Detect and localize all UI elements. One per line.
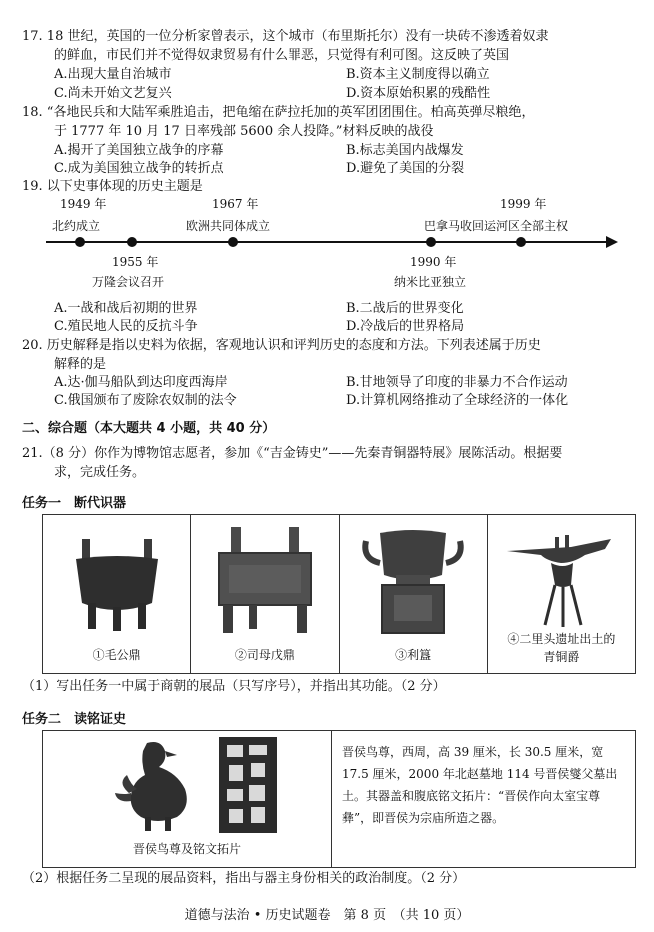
q19-option-c: C.殖民地人民的反抗斗争 bbox=[54, 319, 198, 334]
q20-stem-line1: 20. 历史解释是指以史料为依据，客观地认识和评判历史的态度和方法。下列表述属于历史 bbox=[22, 338, 541, 353]
exhibit-caption-1: ①毛公鼎 bbox=[92, 648, 141, 662]
timeline-point-1967 bbox=[228, 237, 238, 247]
task2-description: 晋侯鸟尊，西周，高 39 厘米，长 30.5 厘米，宽 17.5 厘米，2000 年北赵墓地 114 号晋侯燮父墓出土。其器盖和腹底铭文拓片：“晋侯作向太室宝尊彝”，即晋侯为宗庙所造之器。 bbox=[342, 745, 618, 825]
timeline-year-1955: 1955 年 bbox=[112, 255, 159, 269]
timeline-point-1999 bbox=[516, 237, 526, 247]
timeline-event-1967: 欧洲共同体成立 bbox=[186, 219, 271, 233]
q19-option-a: A.一战和战后初期的世界 bbox=[54, 301, 198, 316]
q18-option-d: D.避免了美国的分裂 bbox=[346, 161, 465, 176]
exhibit-cell-1 bbox=[43, 515, 191, 673]
timeline-year-1967: 1967 年 bbox=[212, 197, 259, 211]
q18-option-a: A.揭开了美国独立战争的序幕 bbox=[54, 143, 224, 158]
q19-timeline bbox=[40, 196, 620, 296]
task2-question: （2）根据任务二呈现的展品资料，指出与器主身份相关的政治制度。（2 分） bbox=[22, 871, 466, 886]
jinhou-bird-zun-image bbox=[107, 737, 207, 837]
timeline-year-1949: 1949 年 bbox=[60, 197, 107, 211]
timeline-year-1990: 1990 年 bbox=[410, 255, 457, 269]
q17-option-c: C.尚未开始文艺复兴 bbox=[54, 86, 172, 101]
page-footer: 道德与法治 • 历史试题卷 第 8 页 （共 10 页） bbox=[184, 908, 470, 923]
q18-stem-line1: 18. “各地民兵和大陆军乘胜追击，把龟缩在萨拉托加的英军团团围住。柏高英弹尽粮绝， bbox=[22, 105, 535, 120]
q20-option-c: C.俄国颁布了废除农奴制的法令 bbox=[54, 393, 237, 408]
q20-option-d: D.计算机网络推动了全球经济的一体化 bbox=[346, 393, 569, 408]
timeline-point-1990 bbox=[426, 237, 436, 247]
inscription-rubbing-image bbox=[219, 737, 277, 833]
q17-stem-line1: 17. 18 世纪，英国的一位分析家曾表示，这个城市（布里斯托尔）没有一块砖不渗透着奴隶 bbox=[22, 29, 549, 44]
q20-stem-line2: 解释的是 bbox=[54, 357, 107, 372]
timeline-point-1955 bbox=[127, 237, 137, 247]
exhibit-cell-2 bbox=[191, 515, 339, 673]
q18-option-c: C.成为美国独立战争的转折点 bbox=[54, 161, 224, 176]
q19-stem: 19. 以下史事体现的历史主题是 bbox=[22, 179, 203, 194]
exhibit-caption-4-line1: ④二里头遗址出土的 bbox=[507, 632, 616, 646]
task1-question: （1）写出任务一中属于商朝的展品（只写序号），并指出其功能。（2 分） bbox=[22, 679, 446, 694]
q19-option-d: D.冷战后的世界格局 bbox=[346, 319, 465, 334]
q18-option-b: B.标志美国内战爆发 bbox=[346, 143, 464, 158]
timeline-event-1990: 纳米比亚独立 bbox=[394, 275, 467, 289]
q20-option-b: B.甘地领导了印度的非暴力不合作运动 bbox=[346, 375, 568, 390]
task2-exhibit-table bbox=[42, 730, 636, 868]
q18-stem-line2: 于 1777 年 10 月 17 日率残部 5600 余人投降。”材料反映的战役 bbox=[54, 124, 434, 139]
q20-option-a: A.达·伽马船队到达印度西海岸 bbox=[54, 375, 228, 390]
simuwu-ding-image bbox=[205, 523, 325, 638]
q21-stem-line1: 21.（8 分）你作为博物馆志愿者，参加《“吉金铸史”——先秦青铜器特展》展陈活动。根据要 bbox=[22, 446, 563, 461]
task2-image-cell bbox=[43, 731, 332, 867]
task1-title: 任务一 断代识器 bbox=[22, 496, 127, 511]
exhibit-caption-2: ②司母戊鼎 bbox=[234, 648, 295, 662]
li-gui-image bbox=[358, 523, 468, 641]
timeline-year-1999: 1999 年 bbox=[500, 197, 547, 211]
q19-option-b: B.二战后的世界变化 bbox=[346, 301, 464, 316]
q17-option-d: D.资本原始积累的残酷性 bbox=[346, 86, 491, 101]
timeline-point-1949 bbox=[75, 237, 85, 247]
task1-exhibit-table bbox=[42, 514, 636, 674]
task2-title: 任务二 读铭证史 bbox=[22, 712, 127, 727]
exhibit-cell-3 bbox=[340, 515, 488, 673]
exhibit-caption-4-line2: 青铜爵 bbox=[543, 650, 580, 664]
q21-stem-line2: 求，完成任务。 bbox=[54, 465, 146, 480]
q17-option-a: A.出现大量自治城市 bbox=[54, 67, 172, 82]
erlitou-jue-image bbox=[501, 529, 621, 629]
q17-option-b: B.资本主义制度得以确立 bbox=[346, 67, 490, 82]
timeline-event-1955: 万隆会议召开 bbox=[92, 275, 165, 289]
timeline-event-1999: 巴拿马收回运河区全部主权 bbox=[424, 219, 569, 233]
q17-stem-line2: 的鲜血，市民们并不觉得奴隶贸易有什么罪恶，只觉得有利可图。这反映了英国 bbox=[54, 48, 510, 63]
section-2-heading: 二、综合题（本大题共 4 小题，共 40 分） bbox=[22, 421, 276, 436]
task2-image-caption: 晋侯鸟尊及铭文拓片 bbox=[132, 842, 241, 856]
exhibit-caption-3: ③利簋 bbox=[395, 648, 432, 662]
maogong-ding-image bbox=[62, 525, 172, 635]
exhibit-cell-4 bbox=[488, 515, 635, 673]
timeline-event-1949: 北约成立 bbox=[52, 219, 101, 233]
